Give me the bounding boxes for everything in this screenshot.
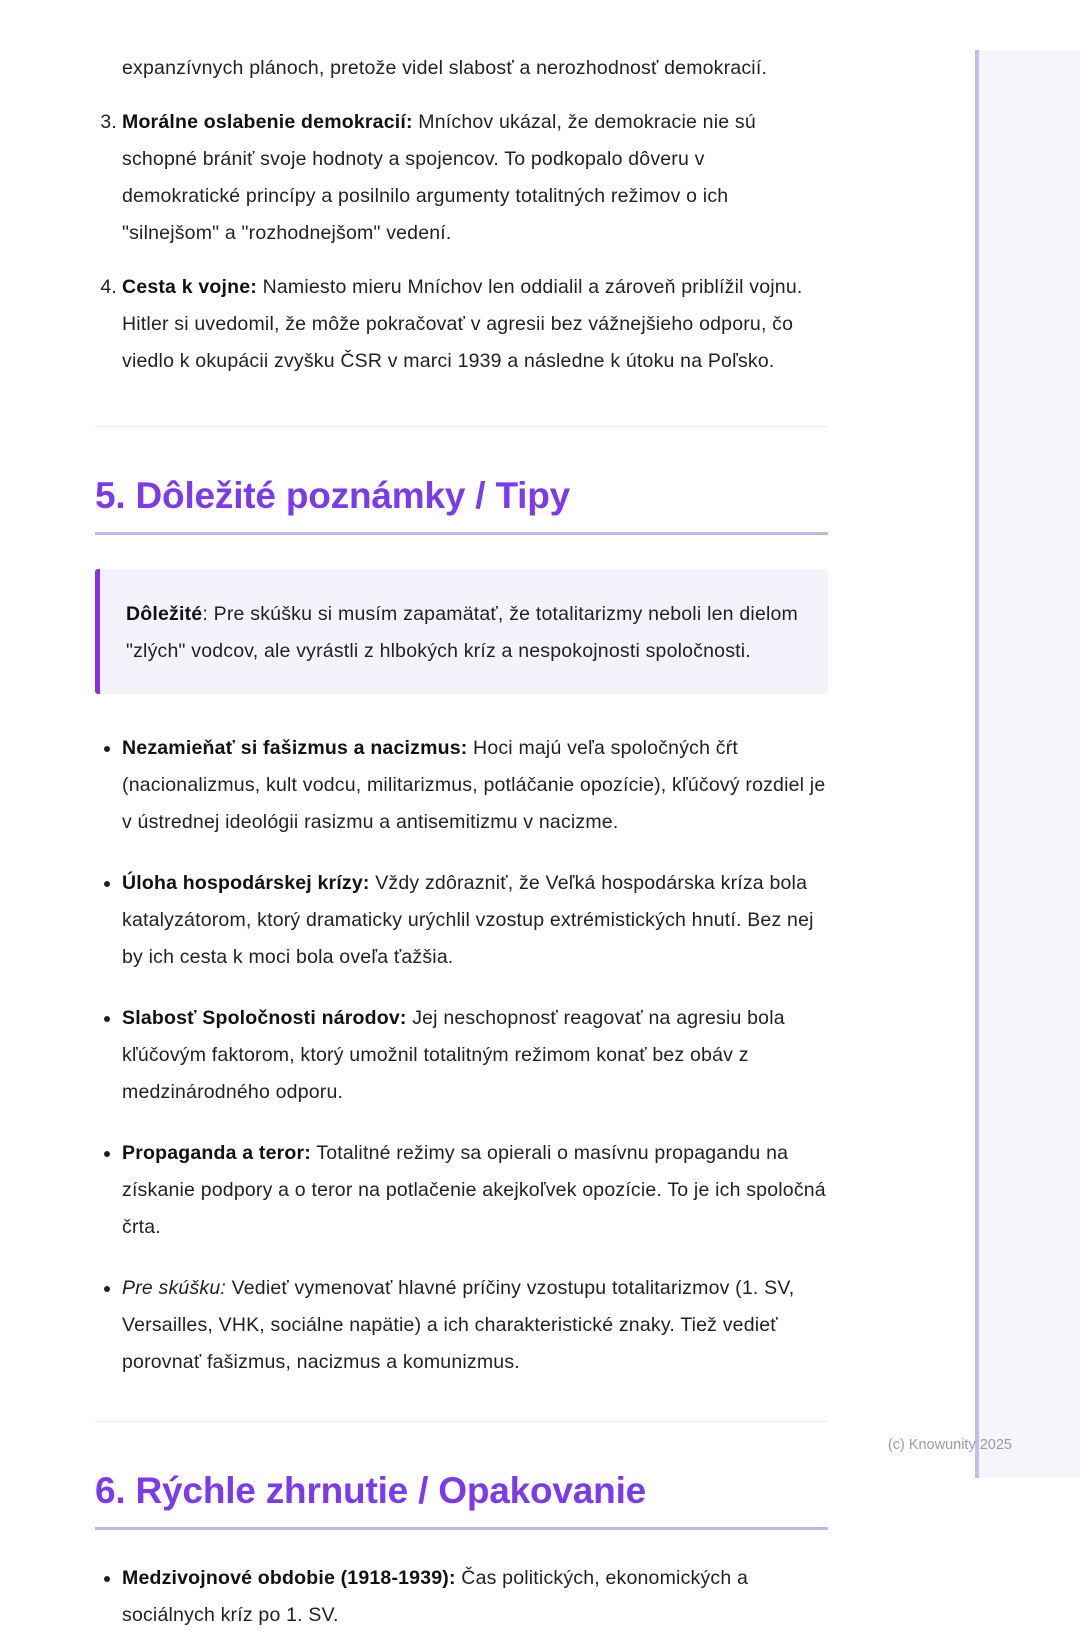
lead-paragraph: expanzívnych plánoch, pretože videl slabosť a nerozhodnosť demokracií. (122, 57, 768, 79)
list-item-text: Vedieť vymenovať hlavné príčiny vzostupu totalitarizmov (1. SV, Versailles, VHK, sociálne napätie) a ich charakteristické znaky. Tiež vedieť porovnať fašizmus, nacizmus a komunizmus. (122, 1277, 795, 1373)
list-item (95, 269, 828, 380)
list-item-text: Totalitné režimy sa opierali o masívnu propagandu na získanie podpory a o teror na potlačenie akejkoľvek opozície. To je ich spoločná črta. (122, 1142, 826, 1238)
spacer (95, 380, 828, 426)
list-item (95, 1560, 828, 1634)
list-item-label: Úloha hospodárskej krízy: (122, 872, 370, 894)
list-item-label: Slabosť Spoločnosti národov: (122, 1007, 407, 1029)
callout-label: Dôležité (126, 603, 203, 625)
important-callout (95, 569, 828, 694)
spacer (95, 535, 828, 569)
list-item (95, 1135, 828, 1246)
list-item-label: Morálne oslabenie demokracií: (122, 111, 413, 133)
list-item-label: Propaganda a teror: (122, 1142, 311, 1164)
callout-text: : Pre skúšku si musím zapamätať, že totalitarizmy neboli len dielom "zlých" vodcov, ale vyrástli z hlbokých kríz a nespokojnosti spoločnosti. (126, 603, 798, 662)
list-item-label: Cesta k vojne: (122, 276, 257, 298)
list-item-text: Vždy zdôrazniť, že Veľká hospodárska kríza bola katalyzátorom, ktorý dramaticky urýchlil vzostup extrémistických hnutí. Bez nej by ich cesta k moci bola oveľa ťažšia. (122, 872, 814, 968)
spacer (95, 1422, 828, 1468)
section-6-bullet-list (95, 1560, 828, 1634)
list-item-text: Mníchov ukázal, že demokracie nie sú schopné brániť svoje hodnoty a spojencov. To podkopalo dôveru v demokratické princípy a posilnilo argumenty totalitných režimov o ich "silnejšom" a "rozhodnejšom" vedení. (122, 111, 756, 244)
list-item (95, 1270, 828, 1381)
spacer (95, 1381, 828, 1421)
list-item (95, 1000, 828, 1111)
spacer (95, 1530, 828, 1560)
side-panel (975, 50, 1080, 1478)
list-item (95, 730, 828, 841)
section-5-heading: 5. Dôležité poznámky / Tipy (95, 475, 571, 516)
list-item-text: Čas politických, ekonomických a sociálnych kríz po 1. SV. (122, 1567, 749, 1626)
document-content (95, 0, 828, 1634)
spacer (95, 694, 828, 730)
list-item (95, 104, 828, 252)
list-item-label: Pre skúšku: (122, 1277, 227, 1299)
list-item-label: Medzivojnové obdobie (1918-1939): (122, 1567, 456, 1589)
list-item-label: Nezamieňať si fašizmus a nacizmus: (122, 737, 468, 759)
spacer (95, 427, 828, 473)
list-item (95, 865, 828, 976)
section-6-heading: 6. Rýchle zhrnutie / Opakovanie (95, 1470, 647, 1511)
callout-paragraph (126, 596, 798, 670)
list-item-text: Jej neschopnosť reagovať na agresiu bola kľúčovým faktorom, ktorý umožnil totalitným režimom konať bez obáv z medzinárodného odporu. (122, 1007, 785, 1103)
list-item-text: Namiesto mieru Mníchov len oddialil a zároveň priblížil vojnu. Hitler si uvedomil, že môže pokračovať v agresii bez vážnejšieho odporu, čo viedlo k okupácii zvyšku ČSR v marci 1939 a následne k útoku na Poľsko. (122, 276, 803, 372)
copyright-watermark: (c) Knowunity 2025 (887, 1437, 1012, 1453)
section-5-bullet-list (95, 730, 828, 1381)
numbered-list (95, 104, 828, 380)
list-item-text: Hoci majú veľa spoločných čŕt (nacionalizmus, kult vodcu, militarizmus, potláčanie opozície), kľúčový rozdiel je v ústrednej ideológii rasizmu a antisemitizmu v nacizme. (122, 737, 826, 833)
